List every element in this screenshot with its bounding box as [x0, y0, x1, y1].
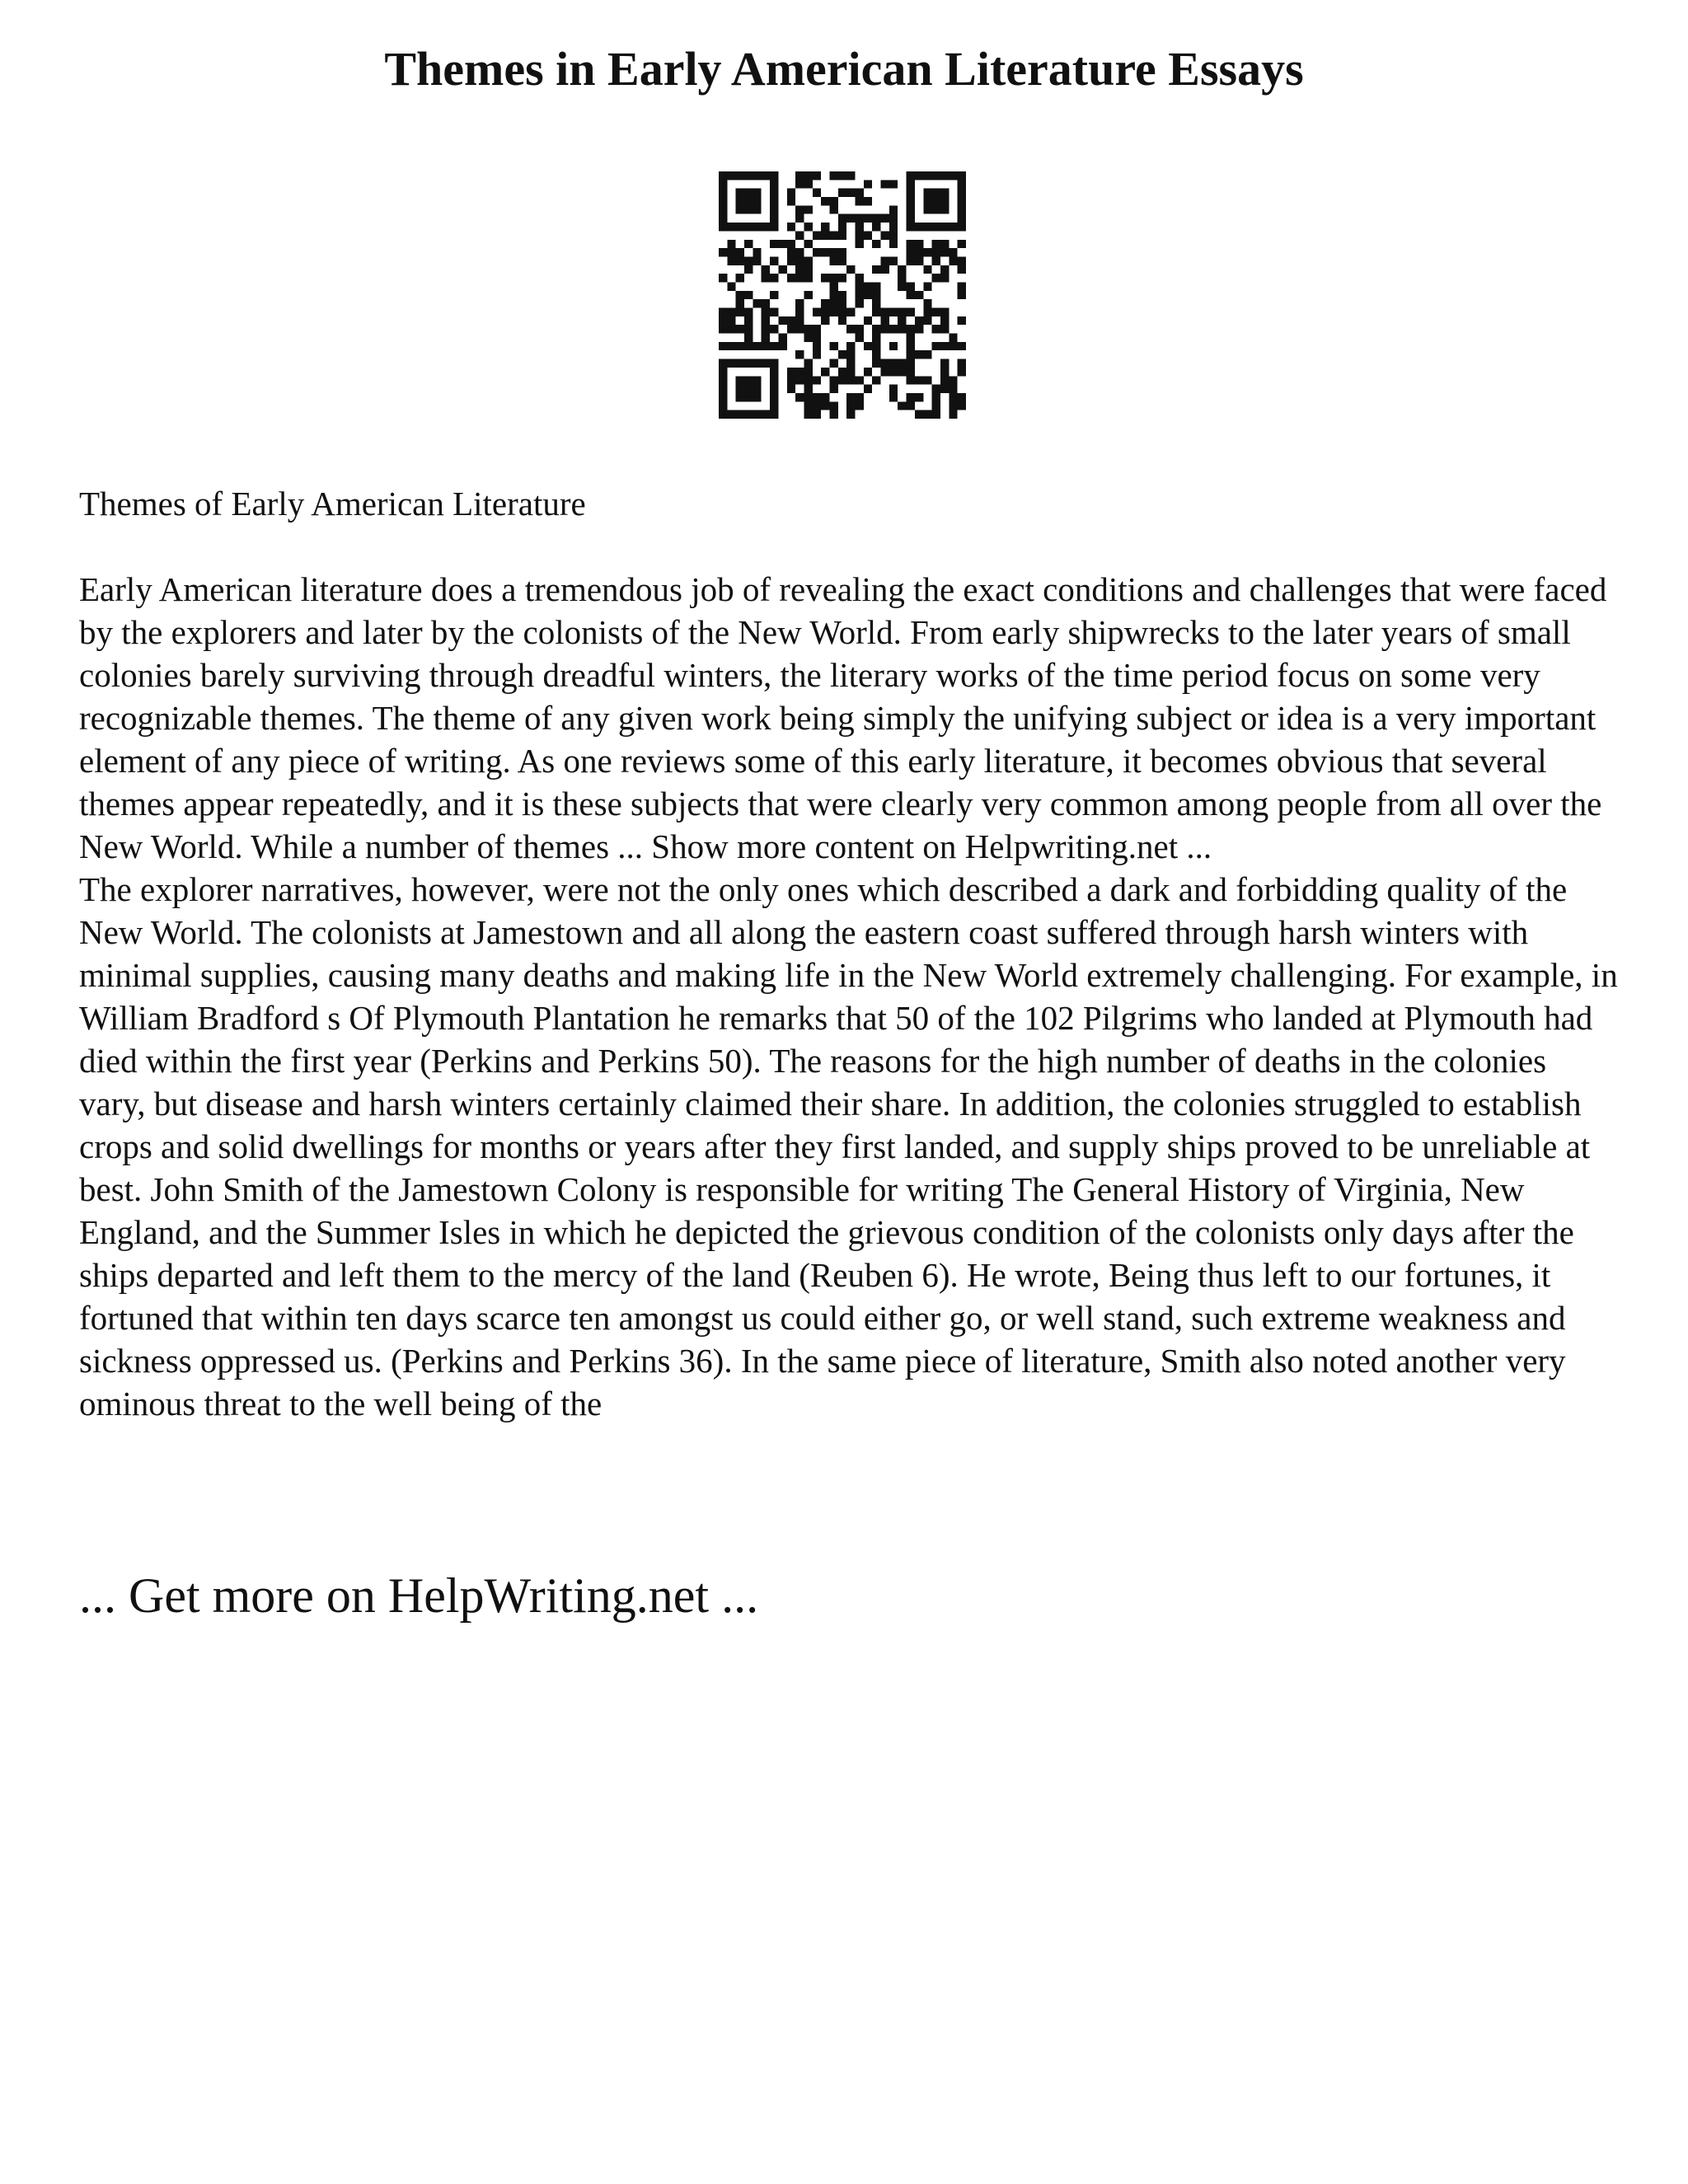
- section-heading: Themes of Early American Literature: [79, 485, 586, 523]
- document-title: Themes in Early American Literature Essays: [384, 42, 1304, 96]
- get-more-link[interactable]: ... Get more on HelpWriting.net ...: [79, 1568, 759, 1623]
- document-body: [79, 482, 1620, 1425]
- paragraph: The explorer narratives, however, were not the only ones which described a dark and forbidding quality of the New World. The colonists at Jamestown and all along the eastern coast suffered through harsh winters with minimal supplies, causing many deaths and making life in the New World extremely challenging. For example, in William Bradford s Of Plymouth Plantation he remarks that 50 of the 102 Pilgrims who landed at Plymouth had died within the first year (Perkins and Perkins 50). The reasons for the high number of deaths in the colonies vary, but disease and harsh winters certainly claimed their share. In addition, the colonies struggled to establish crops and solid dwellings for months or years after they first landed, and supply ships proved to be unreliable at best. John Smith of the Jamestown Colony is responsible for writing The General History of Virginia, New England, and the Summer Isles in which he depicted the grievous condition of the colonists only days after the ships departed and left them to the mercy of the land (Reuben 6). He wrote, Being thus left to our fortunes, it fortuned that within ten days scarce ten amongst us could either go, or well stand, such extreme weakness and sickness oppressed us. (Perkins and Perkins 36). In the same piece of literature, Smith also noted another very ominous threat to the well being of the: [79, 870, 1618, 1422]
- paragraph: Early American literature does a tremendous job of revealing the exact conditions and challenges that were faced by the explorers and later by the colonists of the New World. From early shipwrecks to the later years of small colonies barely surviving through dreadful winters, the literary works of the time period focus on some very recognizable themes. The theme of any given work being simply the unifying subject or idea is a very important element of any piece of writing. As one reviews some of this early literature, it becomes obvious that several themes appear repeatedly, and it is these subjects that were clearly very common among people from all over the New World. While a number of themes ... Show more content on Helpwriting.net ...: [79, 570, 1607, 865]
- qr-code-icon[interactable]: [719, 171, 966, 419]
